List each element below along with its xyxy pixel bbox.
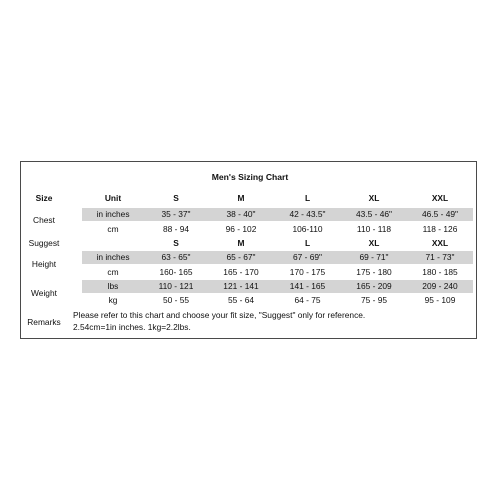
size-header-m: M [237,193,245,203]
remarks-line-2: 2.54cm=1in inches. 1kg=2.2lbs. [73,322,191,332]
height-inches-l: 67 - 69" [292,252,323,262]
size-header: Size [35,193,53,203]
chest-inches-xl: 43.5 - 46" [355,209,393,219]
weight-kg-xl: 75 - 95 [360,295,388,305]
chart-title: Men's Sizing Chart [211,172,289,182]
weight-kg-l: 64 - 75 [294,295,321,305]
height-inches-m: 65 - 67" [226,252,256,262]
suggest-size-xxl: XXL [431,238,449,248]
height-unit-inches: in inches [96,252,130,262]
height-cm-m: 165 - 170 [223,267,259,277]
suggest-size-s: S [173,238,179,248]
weight-kg-xxl: 95 - 109 [424,295,456,305]
weight-unit-lbs: lbs [107,281,119,291]
size-header-xxl: XXL [431,193,449,203]
height-cm-xxl: 180 - 185 [422,267,458,277]
suggest-size-m: M [237,238,245,248]
remarks-line-1: Please refer to this chart and choose your fit size, "Suggest" only for reference. [73,310,366,320]
weight-kg-m: 55 - 64 [227,295,255,305]
chest-cm-xxl: 118 - 126 [422,224,458,234]
weight-lbs-s: 110 - 121 [158,281,194,291]
height-unit-cm: cm [107,267,119,277]
chest-inches-l: 42 - 43.5" [289,209,326,219]
size-header-l: L [304,193,311,203]
height-cm-xl: 175 - 180 [356,267,392,277]
chest-cm-s: 88 - 94 [162,224,190,234]
suggest-size-l: L [304,238,311,248]
size-header-xl: XL [368,193,380,203]
weight-lbs-xxl: 209 - 240 [422,281,458,291]
suggest-label: Suggest [28,238,60,248]
height-inches-xl: 69 - 71" [359,252,389,262]
weight-lbs-m: 121 - 141 [223,281,259,291]
chest-cm-m: 96 - 102 [225,224,257,234]
chest-unit-cm: cm [107,224,119,234]
weight-unit-kg: kg [108,295,118,305]
weight-kg-s: 50 - 55 [162,295,190,305]
chest-label: Chest [33,215,55,225]
chest-inches-s: 35 - 37" [161,209,191,219]
suggest-size-xl: XL [368,238,380,248]
unit-header: Unit [104,193,122,203]
chest-inches-m: 38 - 40" [226,209,256,219]
remarks-label: Remarks [27,317,61,327]
height-label: Height [31,259,57,269]
height-inches-xxl: 71 - 73" [425,252,455,262]
height-cm-s: 160- 165 [159,267,193,277]
chest-cm-l: 106-110 [292,224,323,234]
weight-label: Weight [31,288,57,298]
size-header-s: S [173,193,179,203]
height-cm-l: 170 - 175 [289,267,326,277]
height-inches-s: 63 - 65" [161,252,191,262]
weight-lbs-l: 141 - 165 [289,281,326,291]
chest-inches-xxl: 46.5 - 49" [421,209,459,219]
chest-cm-xl: 110 - 118 [356,224,392,234]
chest-unit-inches: in inches [96,209,130,219]
weight-lbs-xl: 165 - 209 [356,281,392,291]
